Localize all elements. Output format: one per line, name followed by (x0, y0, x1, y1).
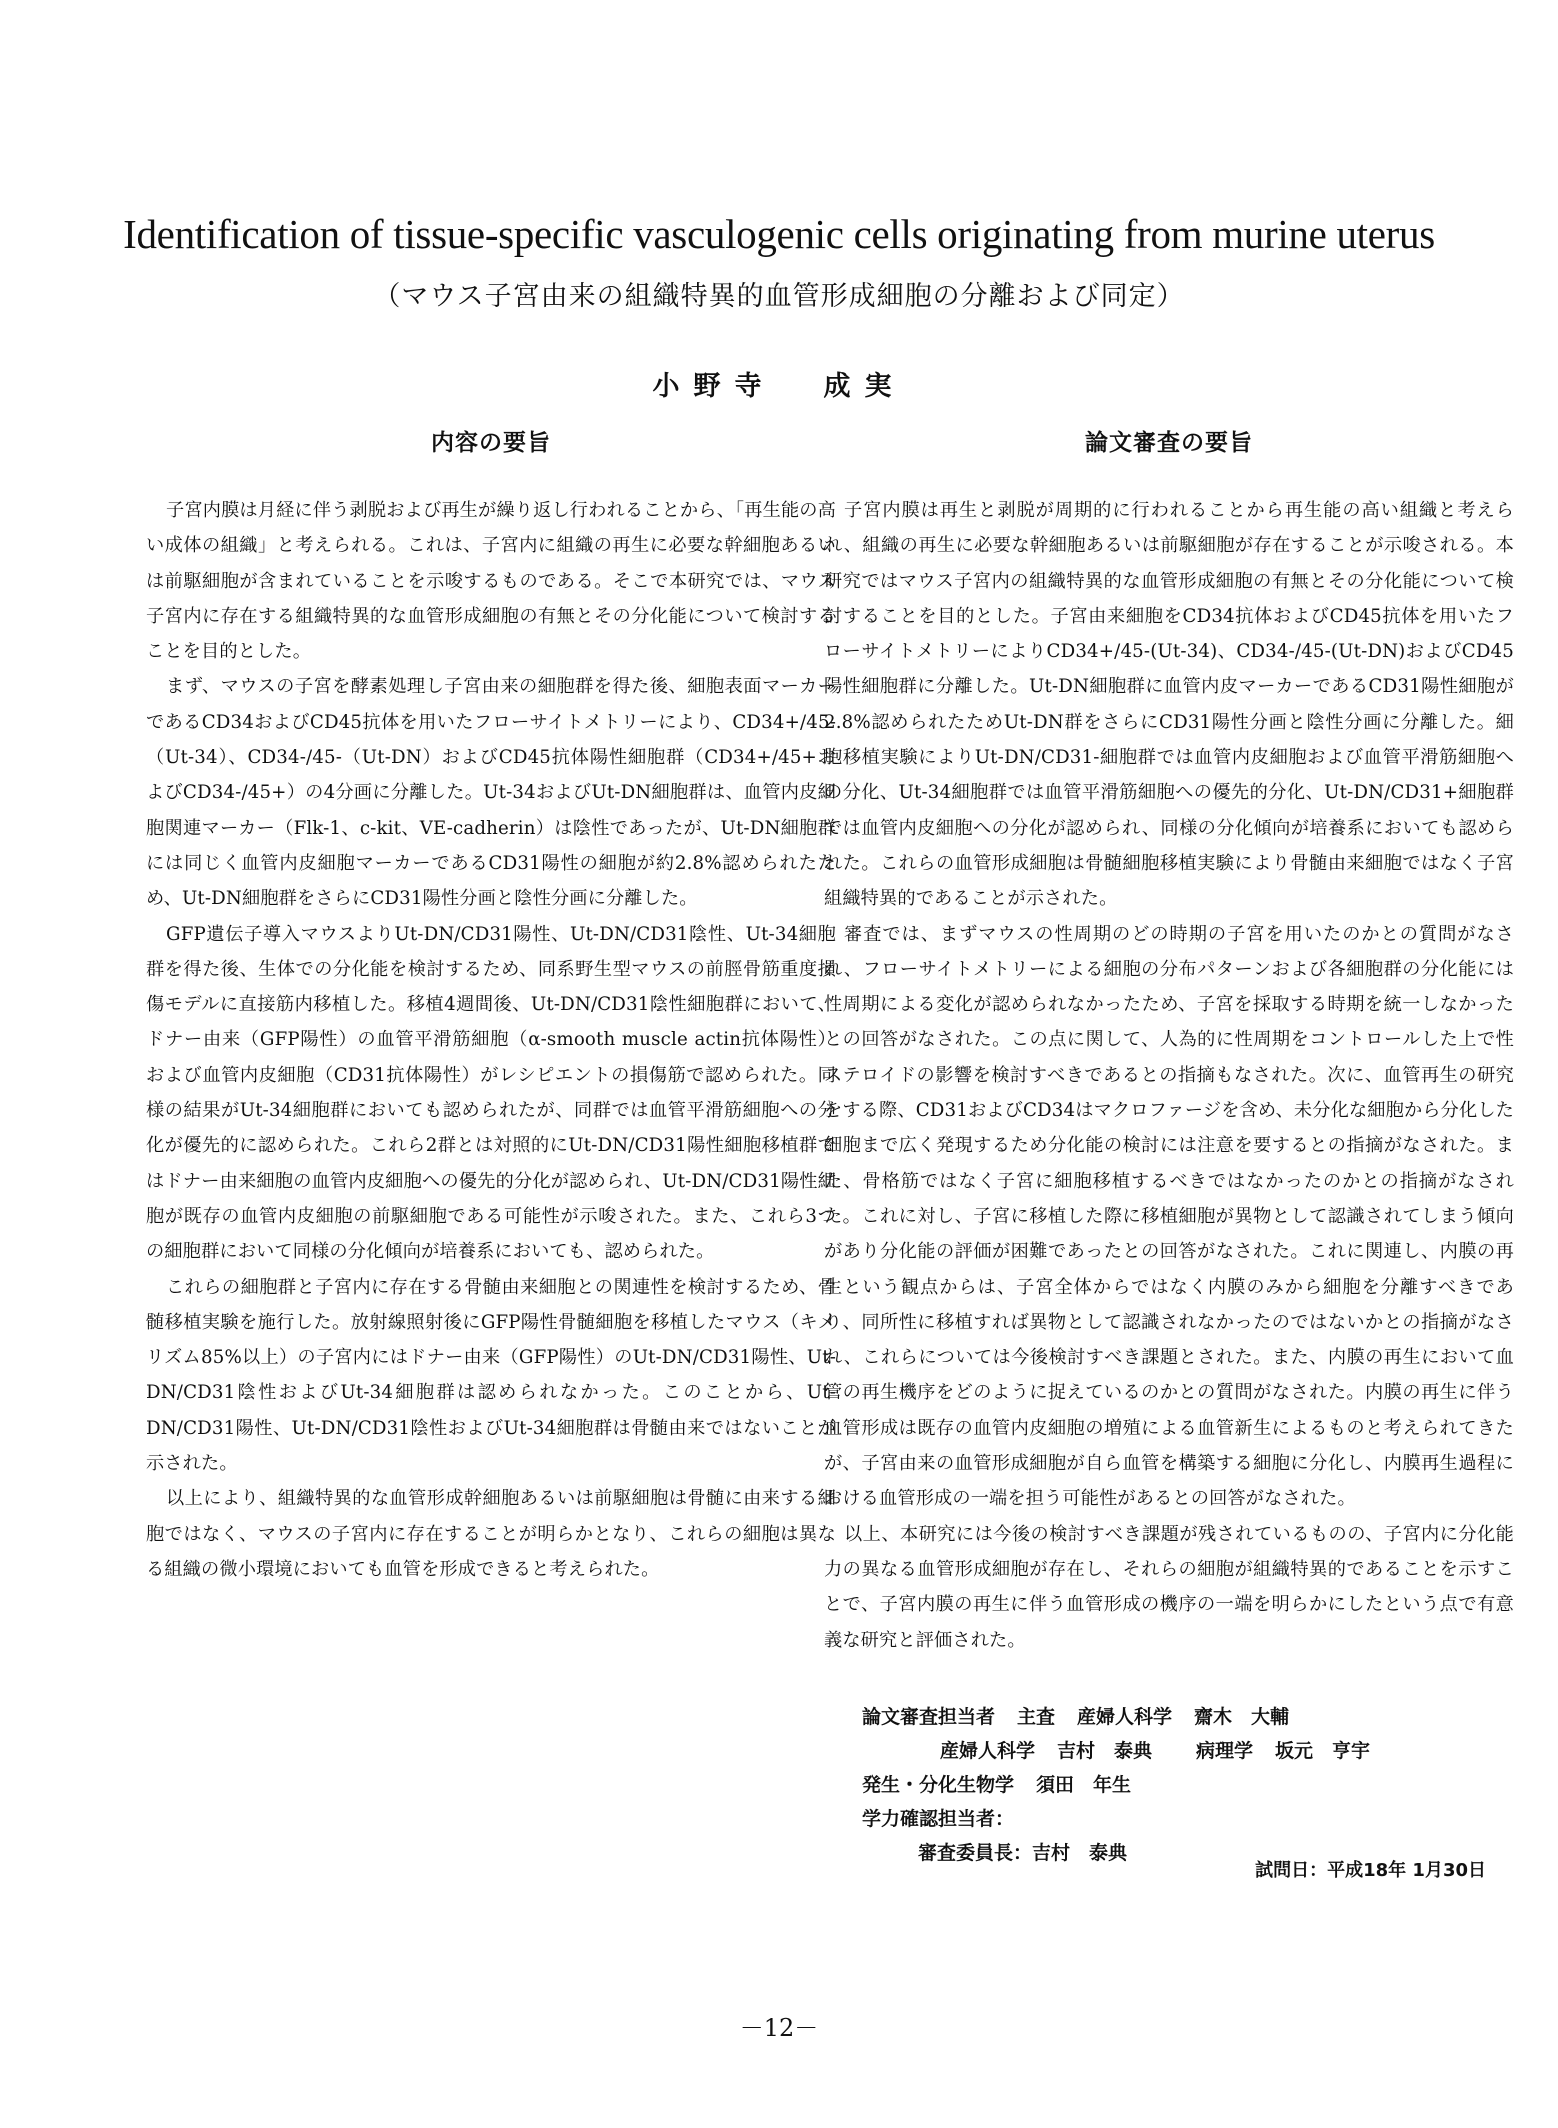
summary-heading: 内容の要旨 (431, 430, 551, 456)
review-paragraph: 審査では、まずマウスの性周期のどの時期の子宮を用いたのかとの質問がなされ、フローサイトメトリーによる細胞の分布パターンおよび各細胞群の分化能には性周期による変化が認められなかったため、子宮を採取する時期を統一しなかったとの回答がなされた。この点に関して、人為的に性周期をコントロールした上で性ステロイドの影響を検討すべきであるとの指摘もなされた。次に、血管再生の研究をする際、CD31およびCD34はマクロファージを含め、未分化な細胞から分化した細胞まで広く発現するため分化能の検討には注意を要するとの指摘がなされた。また、骨格筋ではなく子宮に細胞移植するべきではなかったのかとの指摘がなされた。これに対し、子宮に移植した際に移植細胞が異物として認識されてしまう傾向があり分化能の評価が困難であったとの回答がなされた。これに関連し、内膜の再生という観点からは、子宮全体からではなく内膜のみから細胞を分離すべきであり、同所性に移植すれば異物として認識されなかったのではないかとの指摘がなされ、これらについては今後検討すべき課題とされた。また、内膜の再生において血管の再生機序をどのように捉えているのかとの質問がなされた。内膜の再生に伴う血管形成は既存の血管内皮細胞の増殖による血管新生によるものと考えられてきたが、子宮由来の血管形成細胞が自ら血管を構築する細胞に分化し、内膜再生過程における血管形成の一端を担う可能性があるとの回答がなされた。 (824, 923, 1514, 1510)
chief-dept: 産婦人科学 (1077, 1706, 1173, 1728)
summary-paragraph: 以上により、組織特異的な血管形成幹細胞あるいは前駆細胞は骨髄に由来する細胞ではなく、マウスの子宮内に存在することが明らかとなり、これらの細胞は異なる組織の微小環境においても血管を形成できると考えられた。 (146, 1488, 836, 1580)
committee-line-members (862, 1734, 1502, 1768)
member-name: 吉村 泰典 (1057, 1740, 1153, 1762)
committee-chair: 審査委員長：吉村 泰典 (918, 1842, 1128, 1864)
member-dept: 発生・分化生物学 (862, 1774, 1015, 1796)
committee-block (862, 1700, 1502, 1870)
review-heading: 論文審査の要旨 (1085, 430, 1253, 456)
member-name: 須田 年生 (1036, 1774, 1132, 1796)
member-dept: 産婦人科学 (940, 1740, 1036, 1762)
paper-title: Identification of tissue-specific vasculogenic cells originating from murine uterus (123, 211, 1435, 257)
review-column (824, 424, 1514, 1658)
author-given-name: 成実 (823, 371, 906, 402)
summary-paragraph: これらの細胞群と子宮内に存在する骨髄由来細胞との関連性を検討するため、骨髄移植実験を施行した。放射線照射後にGFP陽性骨髄細胞を移植したマウス（キメリズム85%以上）の子宮内にはドナー由来（GFP陽性）のUt-DN/CD31陽性、Ut-DN/CD31陰性およびUt-34細胞群は認められなかった。このことから、Ut-DN/CD31陽性、Ut-DN/CD31陰性およびUt-34細胞群は骨髄由来ではないことが示された。 (146, 1276, 836, 1475)
review-paragraph: 以上、本研究には今後の検討すべき課題が残されているものの、子宮内に分化能力の異なる血管形成細胞が存在し、それらの細胞が組織特異的であることを示すことで、子宮内膜の再生に伴う血管形成の機序の一端を明らかにしたという点で有意義な研究と評価された。 (824, 1523, 1514, 1651)
summary-column (146, 424, 836, 1587)
exam-date: 試問日：平成18年 1月30日 (1255, 1860, 1486, 1881)
summary-paragraph: GFP遺伝子導入マウスよりUt-DN/CD31陽性、Ut-DN/CD31陰性、Ut-34細胞群を得た後、生体での分化能を検討するため、同系野生型マウスの前脛骨筋重度損傷モデルに直接筋内移植した。移植4週間後、Ut-DN/CD31陰性細胞群において、ドナー由来（GFP陽性）の血管平滑筋細胞（α-smooth muscle actin抗体陽性）および血管内皮細胞（CD31抗体陽性）がレシピエントの損傷筋で認められた。同様の結果がUt-34細胞群においても認められたが、同群では血管平滑筋細胞への分化が優先的に認められた。これら2群とは対照的にUt-DN/CD31陽性細胞移植群ではドナー由来細胞の血管内皮細胞への優先的分化が認められ、Ut-DN/CD31陽性細胞が既存の血管内皮細胞の前駆細胞である可能性が示唆された。また、これら3つの細胞群において同様の分化傾向が培養系においても、認められた。 (146, 923, 836, 1263)
summary-paragraph: まず、マウスの子宮を酵素処理し子宮由来の細胞群を得た後、細胞表面マーカーであるCD34およびCD45抗体を用いたフローサイトメトリーにより、CD34+/45-（Ut-34）、CD34-/45-（Ut-DN）およびCD45抗体陽性細胞群（CD34+/45+およびCD34-/45+）の4分画に分離した。Ut-34およびUt-DN細胞群は、血管内皮細胞関連マーカー（Flk-1、c-kit、VE-cadherin）は陰性であったが、Ut-DN細胞群には同じく血管内皮細胞マーカーであるCD31陽性の細胞が約2.8%認められたため、Ut-DN細胞群をさらにCD31陽性分画と陰性分画に分離した。 (146, 676, 836, 910)
page-number: －12－ (739, 2014, 819, 2042)
chief-role: 主査 (1017, 1706, 1056, 1728)
review-paragraph: 子宮内膜は再生と剥脱が周期的に行われることから再生能の高い組織と考えられ、組織の再生に必要な幹細胞あるいは前駆細胞が存在することが示唆される。本研究ではマウス子宮内の組織特異的な血管形成細胞の有無とその分化能について検討することを目的とした。子宮由来細胞をCD34抗体およびCD45抗体を用いたフローサイトメトリーによりCD34+/45-(Ut-34)、CD34-/45-(Ut-DN)およびCD45陽性細胞群に分離した。Ut-DN細胞群に血管内皮マーカーであるCD31陽性細胞が2.8%認められたためUt-DN群をさらにCD31陽性分画と陰性分画に分離した。細胞移植実験によりUt-DN/CD31-細胞群では血管内皮細胞および血管平滑筋細胞への分化、Ut-34細胞群では血管平滑筋細胞への優先的分化、Ut-DN/CD31+細胞群では血管内皮細胞への分化が認められ、同様の分化傾向が培養系においても認められた。これらの血管形成細胞は骨髄細胞移植実験により骨髄由来細胞ではなく子宮組織特異的であることが示された。 (824, 500, 1514, 910)
committee-line-member3 (862, 1768, 1502, 1802)
ability-confirmation-label: 学力確認担当者： (862, 1808, 1015, 1830)
author-name (0, 364, 1558, 403)
paper-subtitle-japanese: （マウス子宮由来の組織特異的血管形成細胞の分離および同定） (373, 281, 1185, 312)
author-family-name: 小野寺 (652, 371, 776, 402)
member-dept: 病理学 (1196, 1740, 1254, 1762)
committee-line-chief (862, 1700, 1502, 1734)
summary-paragraph: 子宮内膜は月経に伴う剥脱および再生が繰り返し行われることから、「再生能の高い成体の組織」と考えられる。これは、子宮内に組織の再生に必要な幹細胞あるいは前駆細胞が含まれていることを示唆するものである。そこで本研究では、マウス子宮内に存在する組織特異的な血管形成細胞の有無とその分化能について検討することを目的とした。 (146, 500, 836, 663)
reviewer-label: 論文審査担当者 (862, 1706, 996, 1728)
chief-name: 齋木 大輔 (1194, 1706, 1290, 1728)
member-name: 坂元 亨宇 (1275, 1740, 1371, 1762)
